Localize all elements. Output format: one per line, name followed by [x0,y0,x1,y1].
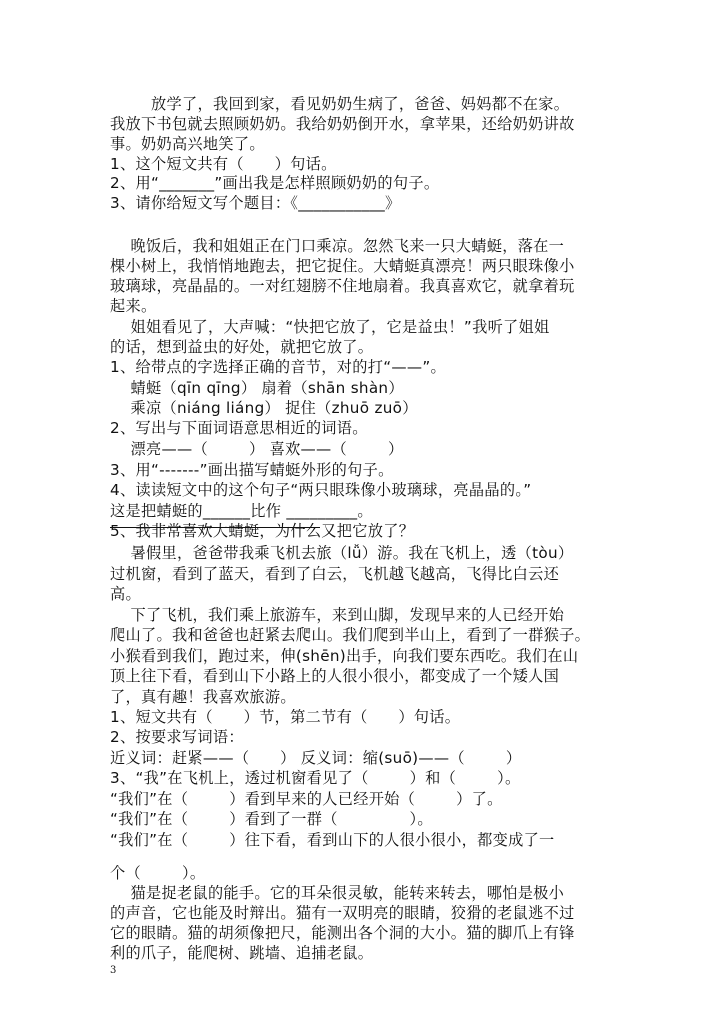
text-line: 我放下书包就去照顾奶奶。我给奶奶倒开水，拿苹果，还给奶奶讲故 [110,115,575,133]
text-line: 的声音，它也能及时辩出。猫有一双明亮的眼睛，狡猾的老鼠逃不过 [110,904,575,922]
text-line: 5、我非常喜欢大蜻蜓，为什么又把它放了？ [110,522,415,540]
page-number: 3 [110,965,117,976]
text-line: 2、按要求写词语： [110,728,244,746]
text-line: “我们”在（ ）看到了一群（ ）。 [110,810,433,828]
text-line: 过机窗，看到了蓝天，看到了白云，飞机越飞越高，飞得比白云还 [110,565,560,583]
text-line: 1、给带点的字选择正确的音节，对的打“——”。 [110,358,447,376]
text-line: 3、“我”在飞机上，透过机窗看见了（ ）和（ ）。 [110,769,521,787]
text-line: 了，真有趣！我喜欢旅游。 [110,688,296,706]
text-line: 的话，想到益虫的好处，就把它放了。 [110,338,374,356]
text-line: 事。奶奶高兴地笑了。 [110,135,265,153]
text-line: 小猴看到我们，跑过来，伸(shēn)出手，向我们要东西吃。我们在山 [110,647,579,665]
text-line: 起来。 [110,297,157,315]
answer-line [110,527,320,528]
text-line: 高。 [110,585,141,603]
text-line: 2、用“_______”画出我是怎样照顾奶奶的句子。 [110,174,440,192]
text-line: 放学了，我回到家，看见奶奶生病了，爸爸、妈妈都不在家。 [110,95,570,113]
text-line: 近义词：赶紧——（ ） 反义词：缩(suō)——（ ） [110,749,522,767]
text-line: 3、请你给短文写个题目：《___________》 [110,194,401,212]
text-line: “我们”在（ ）看到早来的人已经开始（ ）了。 [110,790,503,808]
text-line: 顶上往下看，看到山下小路上的人很小很小，都变成了一个矮人国 [110,667,560,685]
text-line: 它的眼睛。猫的胡须像把尺，能测出各个洞的大小。猫的脚爪上有锋 [110,924,575,942]
text-line: 个（ ）。 [110,864,206,882]
text-line: 晚饭后，我和姐姐正在门口乘凉。忽然飞来一只大蜻蜓，落在一 [110,237,565,255]
text-line: 1、短文共有（ ）节，第二节有（ ）句话。 [110,708,461,726]
text-line: 姐姐看见了，大声喊：“快把它放了，它是益虫！”我听了姐姐 [110,318,550,336]
text-line: 1、这个短文共有（ ）句话。 [110,155,337,173]
text-line: 利的爪子，能爬树、跳墙、追捕老鼠。 [110,944,374,962]
text-line: 猫是捉老鼠的能手。它的耳朵很灵敏，能转来转去，哪怕是极小 [110,884,565,902]
text-line: 玻璃球，亮晶晶的。一对红翅膀不住地扇着。我真喜欢它，就拿着玩 [110,277,575,295]
text-line: 2、写出与下面词语意思相近的词语。 [110,419,368,437]
text-line: 漂亮——（ ） 喜欢——（ ） [110,440,404,458]
text-line: 4、读读短文中的这个句子“两只眼珠像小玻璃球，亮晶晶的。” [110,481,532,499]
text-line: 暑假里，爸爸带我乘飞机去旅（lǚ）游。我在飞机上，透（tòu） [110,544,574,562]
text-line: 这是把蜻蜓的______比作 _________。 [110,502,373,520]
text-line: 下了飞机，我们乘上旅游车，来到山脚，发现早来的人已经开始 [110,606,565,624]
text-line: “我们”在（ ）往下看，看到山下的人很小很小，都变成了一 [110,831,555,849]
text-line: 乘凉（niáng liáng） 捉住（zhuō zuō） [110,399,418,417]
text-line: 棵小树上，我悄悄地跑去，把它捉住。大蜻蜓真漂亮！两只眼珠像小 [110,257,575,275]
text-line: 蜻蜓（qīn qīng） 扇着（shān shàn） [110,379,404,397]
text-line: 爬山了。我和爸爸也赶紧去爬山。我们爬到半山上，看到了一群猴子。 [110,626,591,644]
text-line: 3、用“-------”画出描写蜻蜓外形的句子。 [110,461,394,479]
